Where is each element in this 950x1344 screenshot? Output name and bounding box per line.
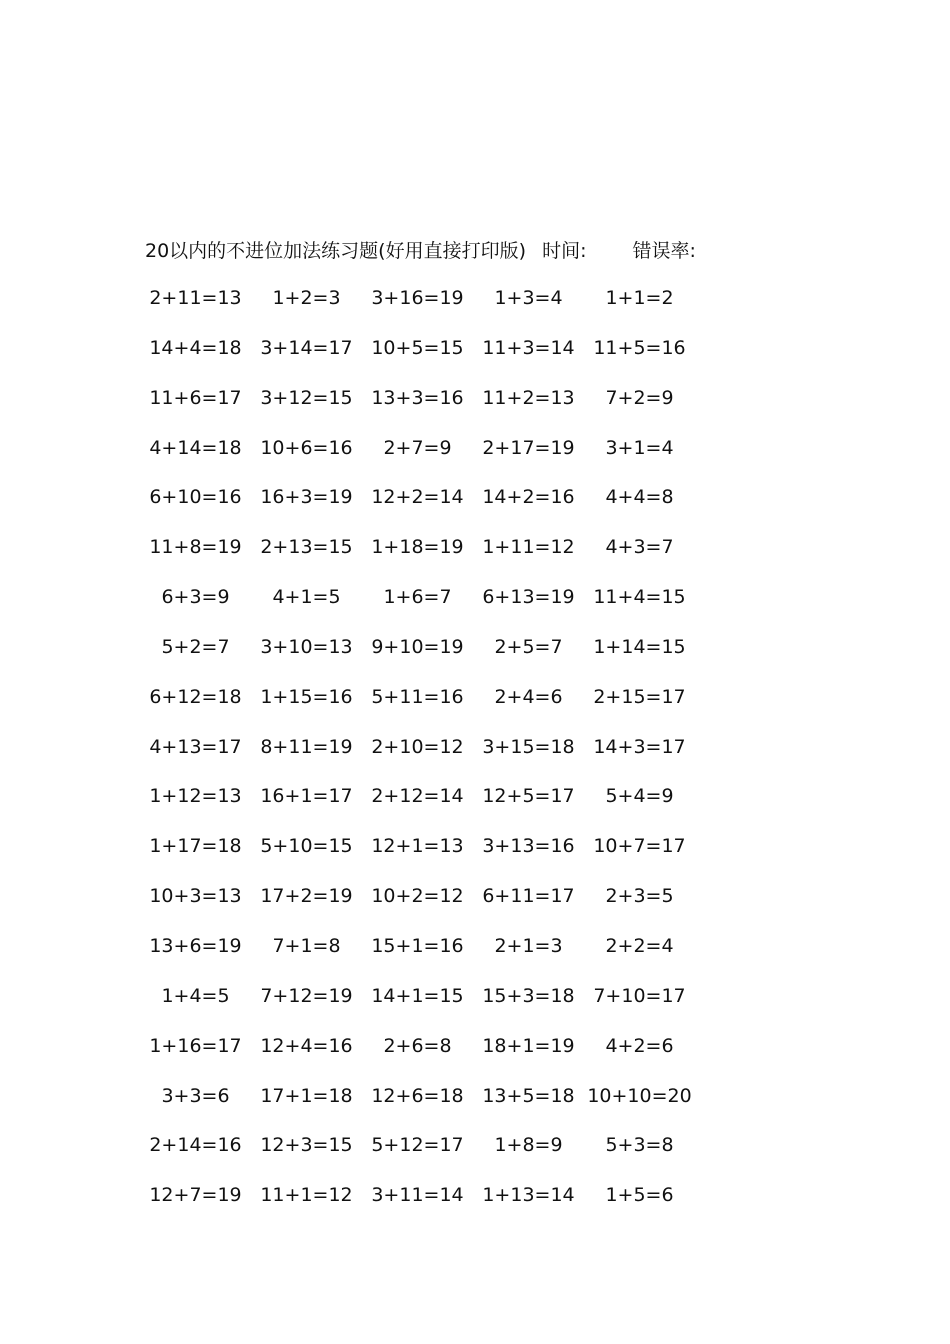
error-rate-label: 错误率: — [632, 240, 696, 262]
problem-row — [140, 333, 700, 383]
problem-item: 11+8=19 — [149, 536, 242, 559]
problem-row — [140, 781, 700, 831]
problem-item: 12+7=19 — [149, 1184, 242, 1207]
problem-row — [140, 383, 700, 433]
problem-item: 2+17=19 — [482, 436, 575, 459]
problem-row — [140, 582, 700, 632]
problem-item: 12+3=15 — [260, 1134, 353, 1157]
problem-item: 5+3=8 — [605, 1134, 674, 1157]
time-label: 时间: — [542, 240, 587, 262]
problem-item: 18+1=19 — [482, 1034, 575, 1057]
problem-item: 1+12=13 — [149, 785, 242, 808]
problem-item: 2+4=6 — [494, 685, 563, 708]
problem-item: 2+11=13 — [149, 287, 242, 309]
problem-item: 1+11=12 — [482, 536, 575, 559]
problem-item: 16+1=17 — [260, 785, 353, 808]
problem-item: 8+11=19 — [260, 735, 353, 758]
problem-item: 6+10=16 — [149, 486, 242, 509]
problem-item: 14+2=16 — [482, 486, 575, 509]
problem-item: 17+2=19 — [260, 885, 353, 908]
problem-item: 14+1=15 — [371, 984, 464, 1007]
problem-item: 3+12=15 — [260, 386, 353, 409]
problem-row — [140, 632, 700, 682]
problem-item: 3+15=18 — [482, 735, 575, 758]
problem-item: 1+4=5 — [161, 984, 230, 1007]
problem-item: 3+10=13 — [260, 635, 353, 658]
problem-row — [140, 732, 700, 782]
problem-item: 2+10=12 — [371, 735, 464, 758]
problem-item: 6+13=19 — [482, 586, 575, 609]
problem-item: 1+6=7 — [383, 586, 452, 609]
problem-row — [140, 482, 700, 532]
problem-item: 2+13=15 — [260, 536, 353, 559]
problem-item: 10+7=17 — [593, 835, 686, 858]
problem-item: 2+7=9 — [383, 436, 452, 459]
problem-item: 12+5=17 — [482, 785, 575, 808]
problem-item: 2+1=3 — [494, 934, 563, 957]
problem-item: 1+18=19 — [371, 536, 464, 559]
problem-item: 12+4=16 — [260, 1034, 353, 1057]
problem-item: 1+13=14 — [482, 1184, 575, 1207]
problem-item: 6+12=18 — [149, 685, 242, 708]
problem-item: 11+5=16 — [593, 336, 686, 359]
problem-item: 7+1=8 — [272, 934, 341, 957]
worksheet-header — [145, 236, 696, 266]
problem-item: 12+2=14 — [371, 486, 464, 509]
problem-item: 1+14=15 — [593, 635, 686, 658]
problem-item: 2+12=14 — [371, 785, 464, 808]
problem-item: 10+6=16 — [260, 436, 353, 459]
problem-item: 15+3=18 — [482, 984, 575, 1007]
problem-item: 14+4=18 — [149, 336, 242, 359]
problem-item: 4+1=5 — [272, 586, 341, 609]
problem-item: 1+3=4 — [494, 287, 563, 309]
problem-item: 12+6=18 — [371, 1084, 464, 1107]
problem-item: 2+15=17 — [593, 685, 686, 708]
problem-item: 16+3=19 — [260, 486, 353, 509]
problem-row — [140, 433, 700, 483]
problem-item: 2+6=8 — [383, 1034, 452, 1057]
problem-item: 10+10=20 — [587, 1084, 692, 1107]
problem-item: 5+11=16 — [371, 685, 464, 708]
problem-item: 7+2=9 — [605, 386, 674, 409]
problem-item: 1+2=3 — [272, 287, 341, 309]
problem-item: 11+1=12 — [260, 1184, 353, 1207]
problem-item: 5+12=17 — [371, 1134, 464, 1157]
problem-item: 11+6=17 — [149, 386, 242, 409]
problem-item: 7+12=19 — [260, 984, 353, 1007]
problem-item: 1+15=16 — [260, 685, 353, 708]
problem-item: 3+14=17 — [260, 336, 353, 359]
problem-item: 4+13=17 — [149, 735, 242, 758]
problem-item: 1+5=6 — [605, 1184, 674, 1207]
problem-item: 2+14=16 — [149, 1134, 242, 1157]
problem-item: 1+1=2 — [605, 287, 674, 309]
problem-item: 12+1=13 — [371, 835, 464, 858]
problem-item: 10+2=12 — [371, 885, 464, 908]
problem-item: 3+3=6 — [161, 1084, 230, 1107]
problem-item: 11+4=15 — [593, 586, 686, 609]
problem-item: 5+4=9 — [605, 785, 674, 808]
problem-row — [140, 1130, 700, 1180]
problem-item: 14+3=17 — [593, 735, 686, 758]
problem-row — [140, 1031, 700, 1081]
problem-item: 17+1=18 — [260, 1084, 353, 1107]
problem-item: 6+3=9 — [161, 586, 230, 609]
problem-item: 4+2=6 — [605, 1034, 674, 1057]
problem-item: 11+2=13 — [482, 386, 575, 409]
problem-item: 5+10=15 — [260, 835, 353, 858]
problem-item: 2+5=7 — [494, 635, 563, 658]
problem-item: 2+3=5 — [605, 885, 674, 908]
problem-item: 7+10=17 — [593, 984, 686, 1007]
problem-row — [140, 931, 700, 981]
problem-row — [140, 283, 700, 333]
problem-row — [140, 981, 700, 1031]
problem-row — [140, 682, 700, 732]
problem-item: 13+5=18 — [482, 1084, 575, 1107]
problem-item: 3+1=4 — [605, 436, 674, 459]
problem-row — [140, 532, 700, 582]
problem-item: 2+2=4 — [605, 934, 674, 957]
problem-item: 11+3=14 — [482, 336, 575, 359]
problem-item: 6+11=17 — [482, 885, 575, 908]
problem-item: 3+13=16 — [482, 835, 575, 858]
problem-item: 13+3=16 — [371, 386, 464, 409]
problem-item: 1+16=17 — [149, 1034, 242, 1057]
problem-item: 15+1=16 — [371, 934, 464, 957]
worksheet-title: 20以内的不进位加法练习题(好用直接打印版) — [145, 240, 527, 262]
problem-row — [140, 831, 700, 881]
problem-item: 13+6=19 — [149, 934, 242, 957]
problem-item: 4+3=7 — [605, 536, 674, 559]
problem-row — [140, 1180, 700, 1230]
problem-row — [140, 881, 700, 931]
problem-item: 1+17=18 — [149, 835, 242, 858]
problem-row — [140, 1081, 700, 1131]
problem-item: 9+10=19 — [371, 635, 464, 658]
problem-item: 10+3=13 — [149, 885, 242, 908]
problem-item: 4+14=18 — [149, 436, 242, 459]
problem-item: 5+2=7 — [161, 635, 230, 658]
problem-grid — [140, 283, 700, 1230]
problem-item: 10+5=15 — [371, 336, 464, 359]
problem-item: 1+8=9 — [494, 1134, 563, 1157]
problem-item: 4+4=8 — [605, 486, 674, 509]
problem-item: 3+16=19 — [371, 287, 464, 309]
problem-item: 3+11=14 — [371, 1184, 464, 1207]
